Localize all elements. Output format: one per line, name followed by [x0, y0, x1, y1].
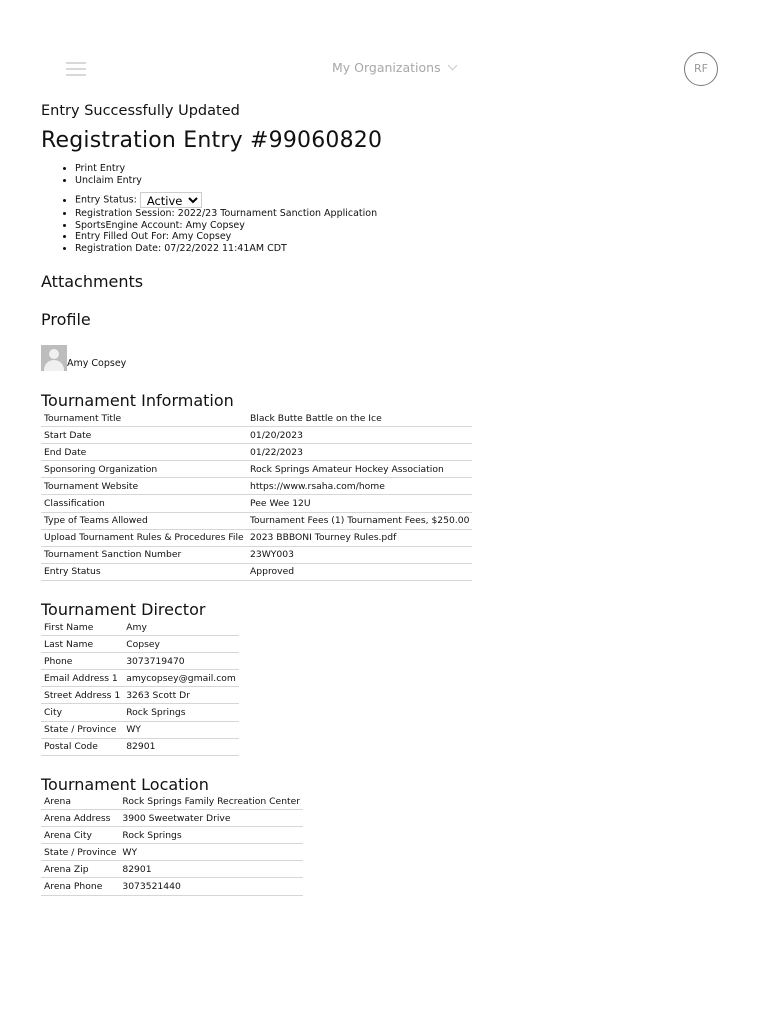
field-value: Black Butte Battle on the Ice — [247, 410, 472, 427]
field-label: Phone — [41, 653, 123, 670]
user-avatar-button[interactable]: RF — [684, 52, 718, 86]
organization-switcher-label: My Organizations — [332, 60, 441, 75]
chevron-down-icon — [447, 61, 457, 71]
organization-switcher[interactable] — [332, 60, 456, 75]
field-value: amycopsey@gmail.com — [123, 670, 239, 687]
registration-session: • Registration Session: 2022/23 Tournament Sanction Application — [75, 208, 741, 220]
action-item — [75, 175, 741, 187]
field-value: 3073521440 — [119, 878, 303, 895]
field-value: 82901 — [123, 738, 239, 755]
table-row — [41, 861, 303, 878]
table-row — [41, 478, 472, 495]
field-label: Arena Zip — [41, 861, 119, 878]
table-row — [41, 410, 472, 427]
profile-card — [41, 345, 126, 373]
field-value: Rock Springs Family Recreation Center — [119, 793, 303, 810]
tournament-director-heading: Tournament Director — [41, 600, 206, 619]
field-label: Type of Teams Allowed — [41, 512, 247, 529]
field-label: Arena Address — [41, 810, 119, 827]
field-value: Pee Wee 12U — [247, 495, 472, 512]
entry-filled-out-for: • Entry Filled Out For: Amy Copsey — [75, 231, 741, 243]
table-row — [41, 827, 303, 844]
field-value: WY — [119, 844, 303, 861]
field-value: Rock Springs Amateur Hockey Association — [247, 461, 472, 478]
field-value: Tournament Fees (1) Tournament Fees, $250.00 — [247, 512, 472, 529]
profile-name: Amy Copsey — [67, 358, 127, 369]
field-label: Upload Tournament Rules & Procedures File — [41, 529, 247, 546]
field-value: https://www.rsaha.com/home — [247, 478, 472, 495]
field-label: Street Address 1 — [41, 687, 123, 704]
field-label: Email Address 1 — [41, 670, 123, 687]
field-value: 2023 BBBONI Tourney Rules.pdf — [247, 529, 472, 546]
table-row — [41, 878, 303, 895]
table-row — [41, 670, 239, 687]
field-value: 3073719470 — [123, 653, 239, 670]
table-row — [41, 563, 472, 580]
main-content — [41, 100, 741, 893]
entry-status-item — [75, 192, 741, 208]
table-row — [41, 687, 239, 704]
field-label: State / Province — [41, 844, 119, 861]
field-label: Arena Phone — [41, 878, 119, 895]
profile-heading: Profile — [41, 310, 91, 329]
field-label: First Name — [41, 619, 123, 636]
tournament-director-table — [41, 619, 239, 756]
profile-avatar-icon — [41, 345, 67, 371]
page-title: Registration Entry #99060820 — [41, 128, 383, 153]
field-value: Rock Springs — [123, 704, 239, 721]
table-row — [41, 653, 239, 670]
tournament-location-heading: Tournament Location — [41, 775, 209, 794]
entry-status-label: Entry Status: — [75, 194, 137, 206]
table-row — [41, 619, 239, 636]
field-label: Classification — [41, 495, 247, 512]
tournament-location-table — [41, 793, 303, 896]
sportsengine-account: • SportsEngine Account: Amy Copsey — [75, 220, 741, 232]
table-row — [41, 495, 472, 512]
table-row — [41, 793, 303, 810]
field-value: Rock Springs — [119, 827, 303, 844]
field-value: 01/22/2023 — [247, 444, 472, 461]
table-row — [41, 427, 472, 444]
tournament-information-heading: Tournament Information — [41, 391, 234, 410]
field-value: Amy — [123, 619, 239, 636]
table-row — [41, 636, 239, 653]
entry-details — [41, 192, 741, 254]
table-row — [41, 721, 239, 738]
field-label: Last Name — [41, 636, 123, 653]
field-label: Arena — [41, 793, 119, 810]
table-row — [41, 529, 472, 546]
table-row — [41, 546, 472, 563]
field-label: End Date — [41, 444, 247, 461]
field-value: 3263 Scott Dr — [123, 687, 239, 704]
menu-icon[interactable] — [66, 62, 86, 76]
print-entry-link[interactable]: Print Entry — [75, 163, 126, 174]
table-row — [41, 810, 303, 827]
field-value: 01/20/2023 — [247, 427, 472, 444]
field-value: 3900 Sweetwater Drive — [119, 810, 303, 827]
field-value: 82901 — [119, 861, 303, 878]
unclaim-entry-link[interactable]: Unclaim Entry — [75, 174, 142, 186]
registration-date: • Registration Date: 07/22/2022 11:41AM CDT — [75, 243, 741, 255]
field-label: Tournament Title — [41, 410, 247, 427]
table-row — [41, 844, 303, 861]
table-row — [41, 704, 239, 721]
action-item — [75, 163, 741, 175]
table-row — [41, 461, 472, 478]
table-row — [41, 444, 472, 461]
field-label: City — [41, 704, 123, 721]
field-label: Entry Status — [41, 563, 247, 580]
field-value: 23WY003 — [247, 546, 472, 563]
attachments-heading: Attachments — [41, 272, 144, 291]
field-label: State / Province — [41, 721, 123, 738]
tournament-information-table — [41, 410, 472, 581]
entry-status-select[interactable] — [140, 192, 202, 208]
field-label: Arena City — [41, 827, 119, 844]
field-label: Tournament Sanction Number — [41, 546, 247, 563]
field-label: Start Date — [41, 427, 247, 444]
field-label: Tournament Website — [41, 478, 247, 495]
entry-actions — [41, 163, 741, 186]
table-row — [41, 738, 239, 755]
table-row — [41, 512, 472, 529]
field-value: Copsey — [123, 636, 239, 653]
field-label: Postal Code — [41, 738, 123, 755]
field-value: WY — [123, 721, 239, 738]
field-label: Sponsoring Organization — [41, 461, 247, 478]
success-message: Entry Successfully Updated — [41, 103, 240, 119]
field-value: Approved — [247, 563, 472, 580]
